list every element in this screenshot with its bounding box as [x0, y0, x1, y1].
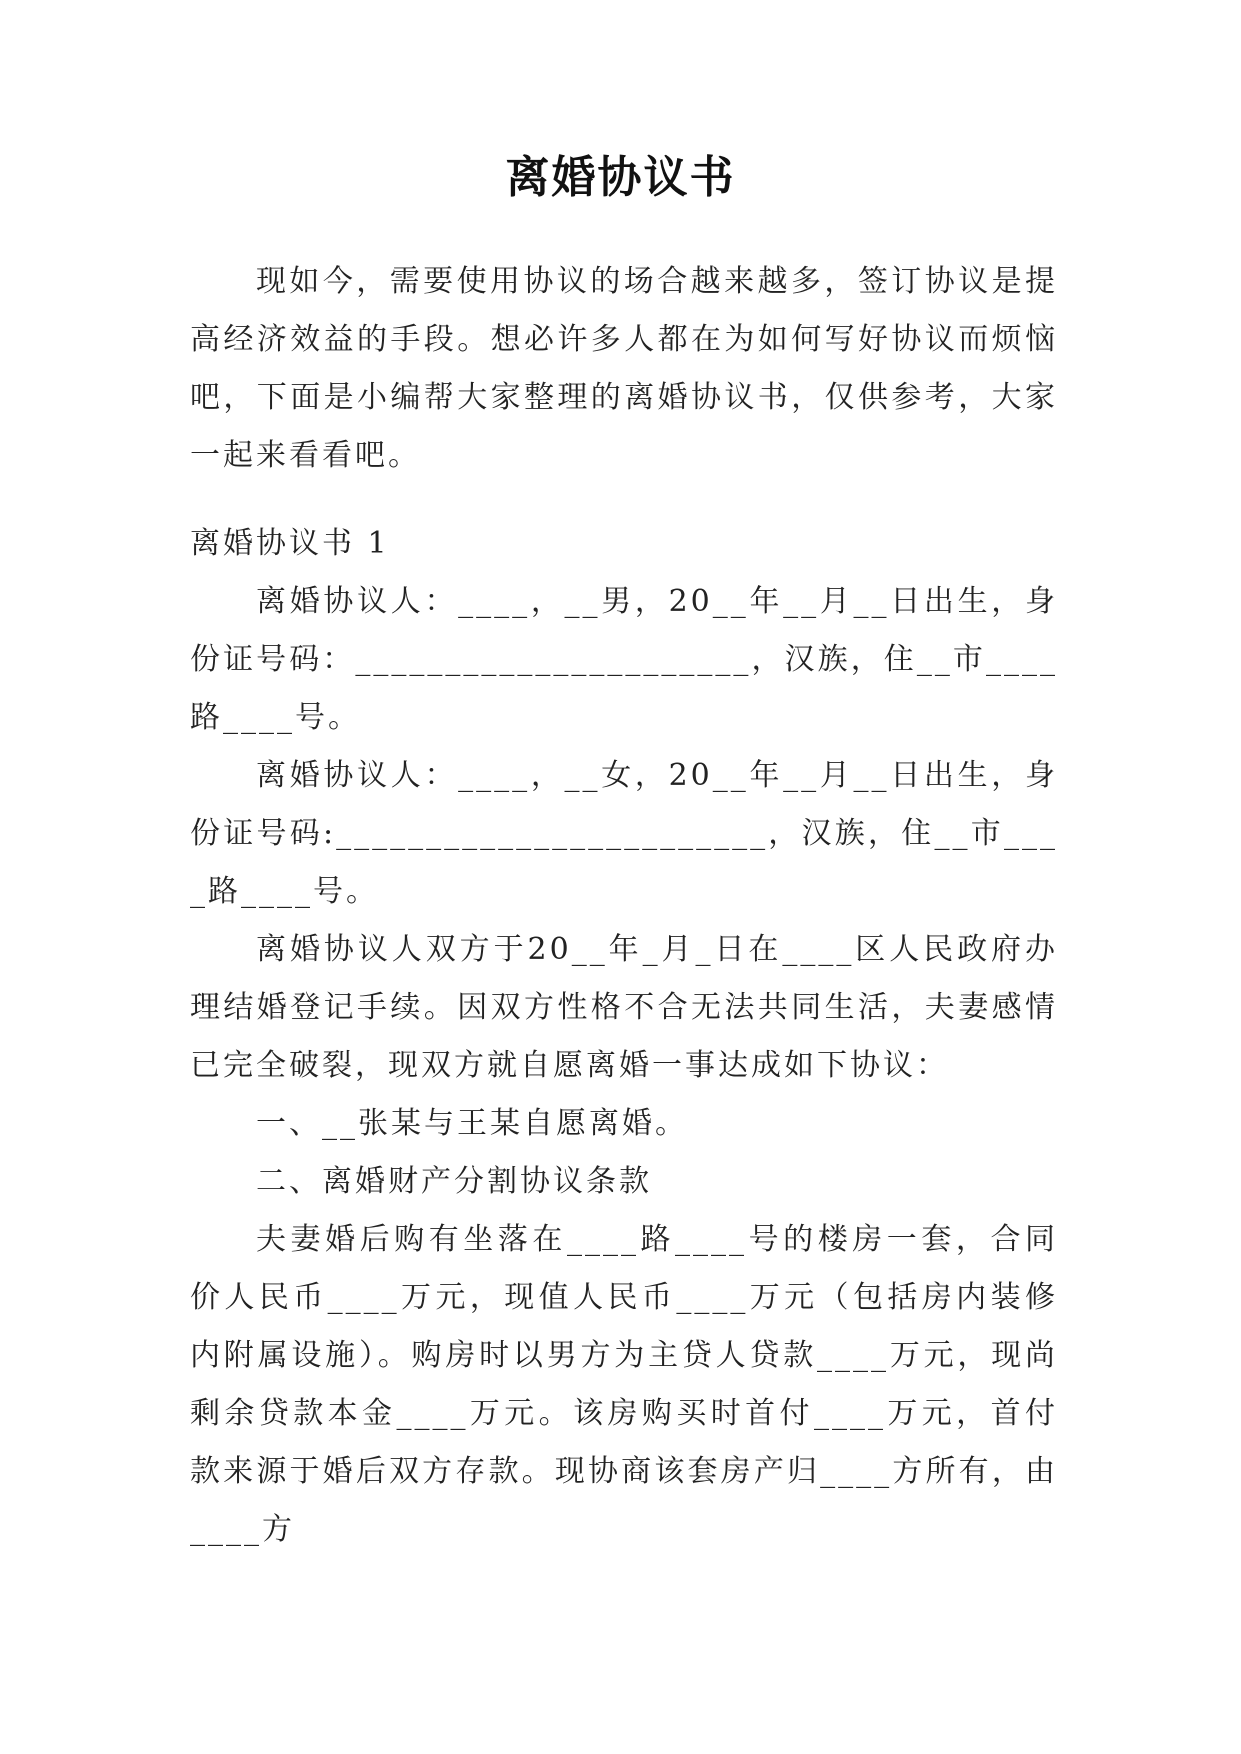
- clause-2-heading: 二、离婚财产分割协议条款: [256, 1164, 652, 1199]
- section-heading: 离婚协议书 1: [190, 526, 390, 561]
- party-male-paragraph: 离婚协议人：____，__男，20__年__月__日出生，身份证号码：______________________，汉族，住__市____路____号。: [190, 584, 1058, 735]
- property-paragraph: 夫妻婚后购有坐落在____路____号的楼房一套，合同价人民币____万元，现值人民币____万元（包括房内装修内附属设施）。购房时以男方为主贷人贷款____万元，现尚剩余贷款本金____万元。该房购买时首付____万元，首付款来源于婚后双方存款。现协商该套房产归____方所有，由____方: [190, 1222, 1058, 1547]
- intro-block: [190, 253, 1058, 485]
- agreement-body: [190, 515, 1058, 1559]
- marriage-statement-paragraph: 离婚协议人双方于20__年_月_日在____区人民政府办理结婚登记手续。因双方性格不合无法共同生活，夫妻感情已完全破裂，现双方就自愿离婚一事达成如下协议：: [190, 932, 1058, 1083]
- intro-paragraph: 现如今，需要使用协议的场合越来越多，签订协议是提高经济效益的手段。想必许多人都在为如何写好协议而烦恼吧，下面是小编帮大家整理的离婚协议书，仅供参考，大家一起来看看吧。: [190, 264, 1058, 473]
- party-female-paragraph: 离婚协议人：____，__女，20__年__月__日出生，身份证号码:________________________，汉族，住__市____路____号。: [190, 758, 1058, 909]
- clause-1: 一、__张某与王某自愿离婚。: [256, 1106, 688, 1141]
- document-title: 离婚协议书: [505, 152, 736, 203]
